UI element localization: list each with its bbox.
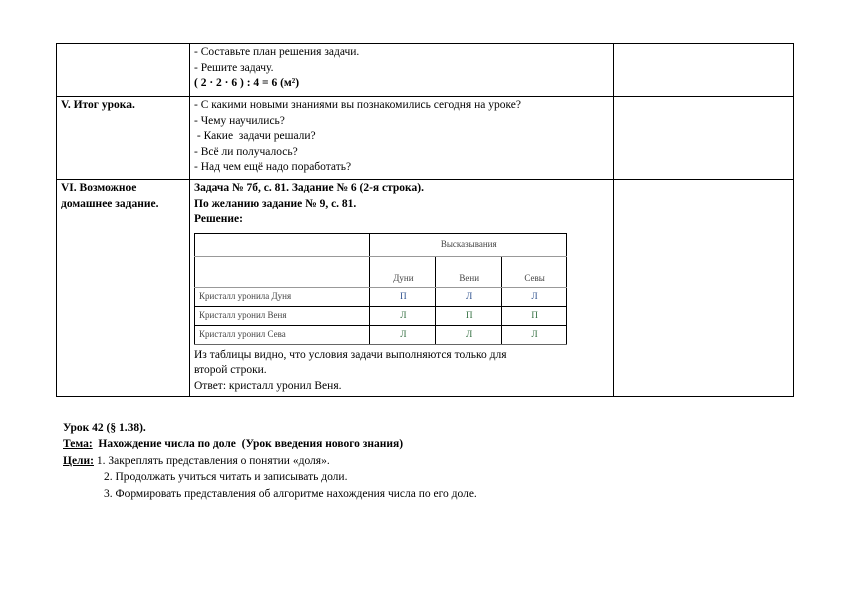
table-cell: Л bbox=[436, 287, 502, 306]
topic-label: Тема: bbox=[63, 438, 93, 451]
content-cell bbox=[190, 97, 614, 180]
lesson-header-block bbox=[63, 420, 783, 502]
goal-item: 1. Закреплять представления о понятии «доля». bbox=[93, 454, 330, 467]
homework-task: Задача № 7б, с. 81. Задание № 6 (2-я строка). bbox=[194, 182, 424, 194]
row-label: Кристалл уронила Дуня bbox=[195, 287, 370, 306]
goals-label: Цели: bbox=[63, 454, 94, 467]
topic-text: Нахождение числа по доле (Урок введения нового знания) bbox=[92, 438, 404, 451]
stage-title: VI. Возможное bbox=[61, 182, 137, 194]
conclusion-line: второй строки. bbox=[194, 364, 267, 377]
table-cell: Л bbox=[502, 287, 567, 306]
statements-header: Высказывания bbox=[370, 233, 567, 256]
stage-title: V. Итог урока. bbox=[61, 99, 135, 111]
table-row bbox=[195, 325, 567, 344]
stage-cell bbox=[57, 97, 190, 180]
notes-cell bbox=[614, 44, 794, 97]
goal-item: 2. Продолжать учиться читать и записывать доли. bbox=[104, 471, 348, 484]
column-header: Севы bbox=[502, 256, 567, 287]
column-header: Вени bbox=[436, 256, 502, 287]
table-row bbox=[195, 287, 567, 306]
content-cell bbox=[190, 44, 614, 97]
table-cell: П bbox=[502, 306, 567, 325]
homework-task: По желанию задание № 9, с. 81. bbox=[194, 197, 357, 210]
statements-columns-row bbox=[195, 256, 567, 287]
table-cell: П bbox=[370, 287, 436, 306]
stage-title: домашнее задание. bbox=[61, 197, 159, 210]
row-label: Кристалл уронил Веня bbox=[195, 306, 370, 325]
lesson-plan-table bbox=[56, 43, 794, 397]
question-line: - Всё ли получалось? bbox=[194, 145, 298, 158]
table-cell: Л bbox=[370, 306, 436, 325]
lesson-title: Урок 42 (§ 1.38). bbox=[63, 422, 146, 434]
text-line: - Решите задачу. bbox=[194, 61, 274, 74]
column-header: Дуни bbox=[370, 256, 436, 287]
question-line: - С какими новыми знаниями вы познакомились сегодня на уроке? bbox=[194, 99, 521, 111]
notes-cell bbox=[614, 97, 794, 180]
statements-table bbox=[194, 233, 567, 345]
answer-line: Ответ: кристалл уронил Веня. bbox=[194, 379, 342, 392]
table-row bbox=[195, 306, 567, 325]
stage-cell bbox=[57, 44, 190, 97]
table-row-planning bbox=[57, 44, 794, 97]
lesson-topic bbox=[63, 436, 783, 452]
text-line: - Составьте план решения задачи. bbox=[194, 46, 360, 58]
question-line: - Чему научились? bbox=[194, 114, 285, 127]
row-label: Кристалл уронил Сева bbox=[195, 325, 370, 344]
solution-label: Решение: bbox=[194, 213, 243, 226]
table-cell: П bbox=[436, 306, 502, 325]
table-cell: Л bbox=[370, 325, 436, 344]
statements-header-row bbox=[195, 233, 567, 256]
content-cell bbox=[190, 180, 614, 397]
conclusion-line: Из таблицы видно, что условия задачи выполняются только для bbox=[194, 348, 507, 361]
question-line: - Над чем ещё надо поработать? bbox=[194, 161, 352, 174]
formula-line: ( 2 · 2 · 6 ) : 4 = 6 (м²) bbox=[194, 77, 300, 90]
table-row-homework bbox=[57, 180, 794, 397]
table-row-summary bbox=[57, 97, 794, 180]
stage-cell bbox=[57, 180, 190, 397]
goal-item: 3. Формировать представления об алгоритме нахождения числа по его доле. bbox=[104, 487, 477, 500]
question-line: - Какие задачи решали? bbox=[194, 130, 316, 143]
table-cell: Л bbox=[502, 325, 567, 344]
lesson-goals bbox=[63, 453, 783, 469]
table-cell: Л bbox=[436, 325, 502, 344]
notes-cell bbox=[614, 180, 794, 397]
